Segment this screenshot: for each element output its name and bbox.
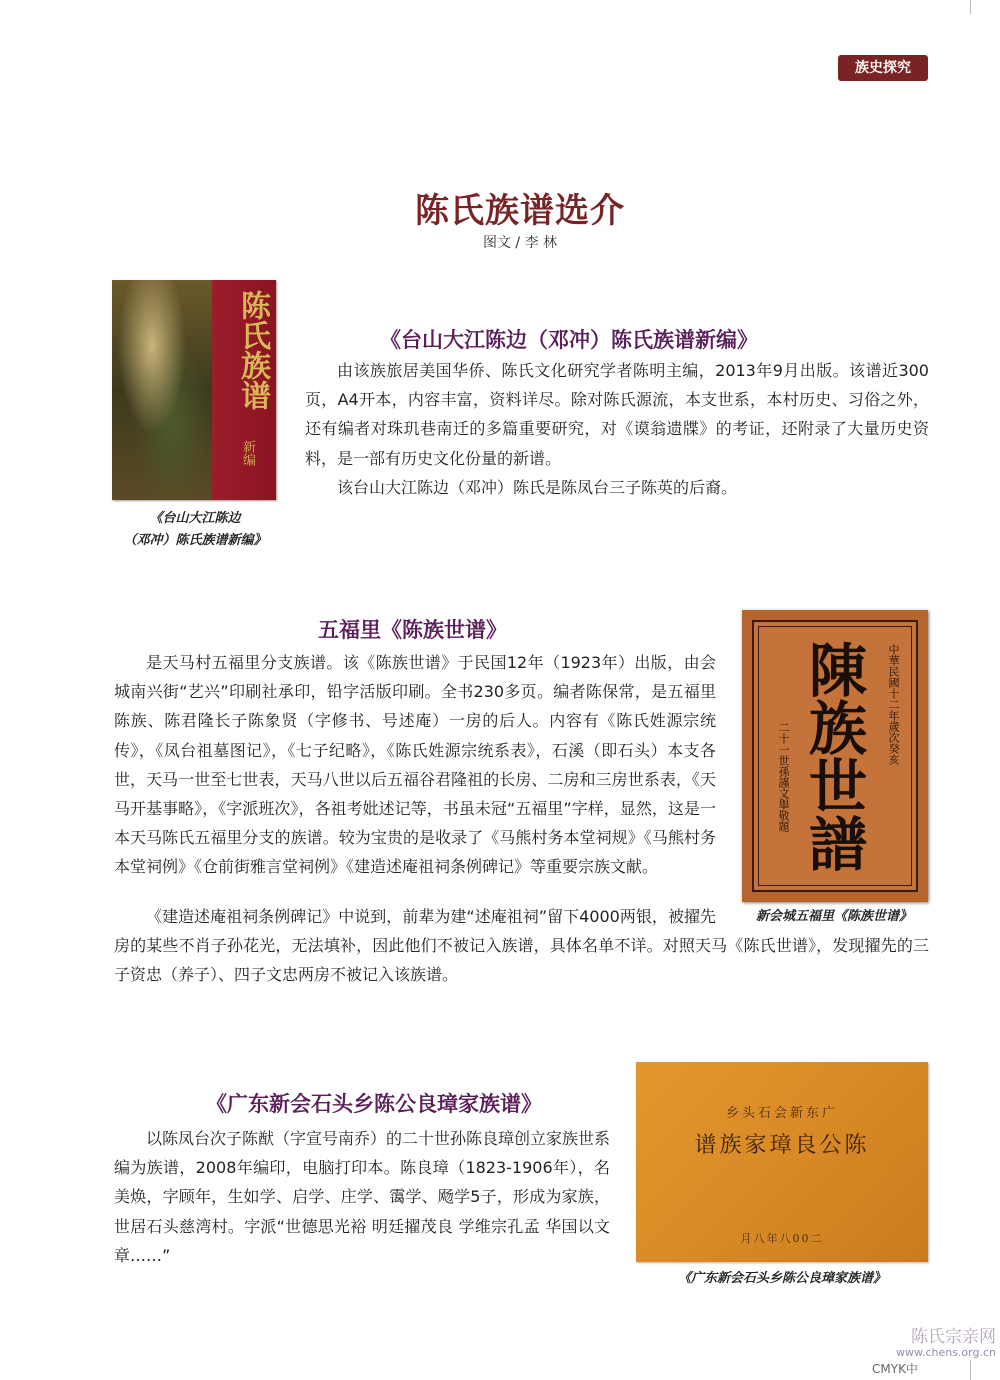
page-title: 陈氏族谱选介	[415, 191, 625, 231]
cover-image-wufuli	[742, 610, 928, 902]
watermark-url: www.chens.org.cn	[895, 1346, 996, 1359]
caption-line: （邓冲）陈氏族谱新编》	[123, 533, 267, 548]
cover-title: 陳族世譜	[799, 640, 867, 872]
section-body-wufuli	[114, 648, 716, 882]
cover-title: 谱族家璋良公陈	[694, 1133, 870, 1158]
crop-mark-bottom	[970, 1360, 971, 1380]
section-title-shitou: 《广东新会石头乡陈公良璋家族谱》	[206, 1092, 542, 1116]
caption-shitou: 《广东新会石头乡陈公良璋家族谱》	[677, 1271, 886, 1286]
crop-mark-top	[970, 0, 971, 14]
section-badge: 族史探究	[838, 55, 928, 81]
cover-image-shitou	[636, 1062, 928, 1262]
paragraph: 以陈凤台次子陈猷（字宣号南乔）的二十世孙陈良璋创立家族世系编为族谱，2008年编印，电脑打印本。陈良璋（1823-1906年），名美焕，字顾年，生如学、启学、庄学、霭学、飏学5子，形成为家族，世居石头慈湾村。字派“世德思光裕 明廷擢茂良 学维宗孔孟 华国以文章……”	[114, 1129, 611, 1265]
section-body-shitou	[114, 1124, 610, 1270]
caption-line: 《台山大江陈边	[149, 511, 241, 526]
paragraph: 该台山大江陈边（邓冲）陈氏是陈凤台三子陈英的后裔。	[337, 477, 738, 497]
section-title-wufuli: 五福里《陈族世谱》	[318, 618, 507, 642]
cover-subtitle: 新编	[240, 440, 255, 466]
paragraph: 由该族旅居美国华侨、陈氏文化研究学者陈明主编，2013年9月出版。该谱近300页，A4开本，内容丰富，资料详尽。除对陈氏源流，本支世系，本村历史、习俗之外，还有编者对珠玑巷南迁的多篇重要研究，对《谟翁遗牒》的考证，还附录了大量历史资料，是一部有历史文化份量的新谱。	[305, 361, 929, 468]
cover-date-text: 中華民國十二年歲次癸亥	[887, 644, 900, 765]
cover-date: 月八年八00二	[740, 1232, 824, 1245]
paragraph-visible: 《建造述庵祖祠条例碑记》中说到，前辈为建“述庵祖祠”留下4000两银，被擢先房的某些不肖子孙花光，无法填补，因此他们不被记入族谱，具体名单不详。对照天马《陈氏世谱》，发现擢先的三子资忠（养子）、四子文忠两房不被记入该族谱。	[114, 907, 929, 985]
watermark-logo: 陈氏宗亲网	[911, 1327, 996, 1347]
cover-line1: 乡头石会新东广	[725, 1106, 838, 1121]
cmyk-mark: CMYK中	[872, 1362, 918, 1376]
caption-taishan	[100, 508, 290, 552]
section-body-taishan	[305, 356, 929, 502]
caption-wufuli: 新会城五福里《陈族世谱》	[728, 906, 940, 928]
paragraph: 是天马村五福里分支族谱。该《陈族世谱》于民国12年（1923年）出版，由会城南兴街“艺兴”印刷社承印，铅字活版印刷。全书230多页。编者陈保常，是五福里陈族、陈君隆长子陈象贤（字修书、号述庵）一房的后人。内容有《陈氏姓源宗统传》，《凤台祖墓图记》，《七子纪略》，《陈氏姓源宗统系表》，石溪（即石头）本支各世，天马一世至七世表，天马八世以后五福谷君隆祖的长房、二房和三房世系表，《天马开基事略》，《字派班次》，各祖考妣述记等，书虽未冠“五福里”字样，显然，这是一本天马陈氏五福里分支的族谱。较为宝贵的是收录了《马熊村务本堂祠规》《马熊村务本堂祠例》《仓前街雅言堂祠例》《建造述庵祖祠条例碑记》等重要宗族文献。	[114, 653, 716, 877]
cover-frame	[752, 620, 918, 892]
landscape-painting	[112, 280, 212, 500]
byline: 图文 / 李 林	[482, 235, 558, 251]
cover-author-text: 二十一世孫謹文舉敬題	[777, 722, 790, 832]
cover-image-taishan	[112, 280, 276, 500]
section-title-taishan: 《台山大江陈边（邓冲）陈氏族谱新编》	[380, 328, 758, 352]
cover-title: 陈氏族谱	[235, 290, 270, 410]
